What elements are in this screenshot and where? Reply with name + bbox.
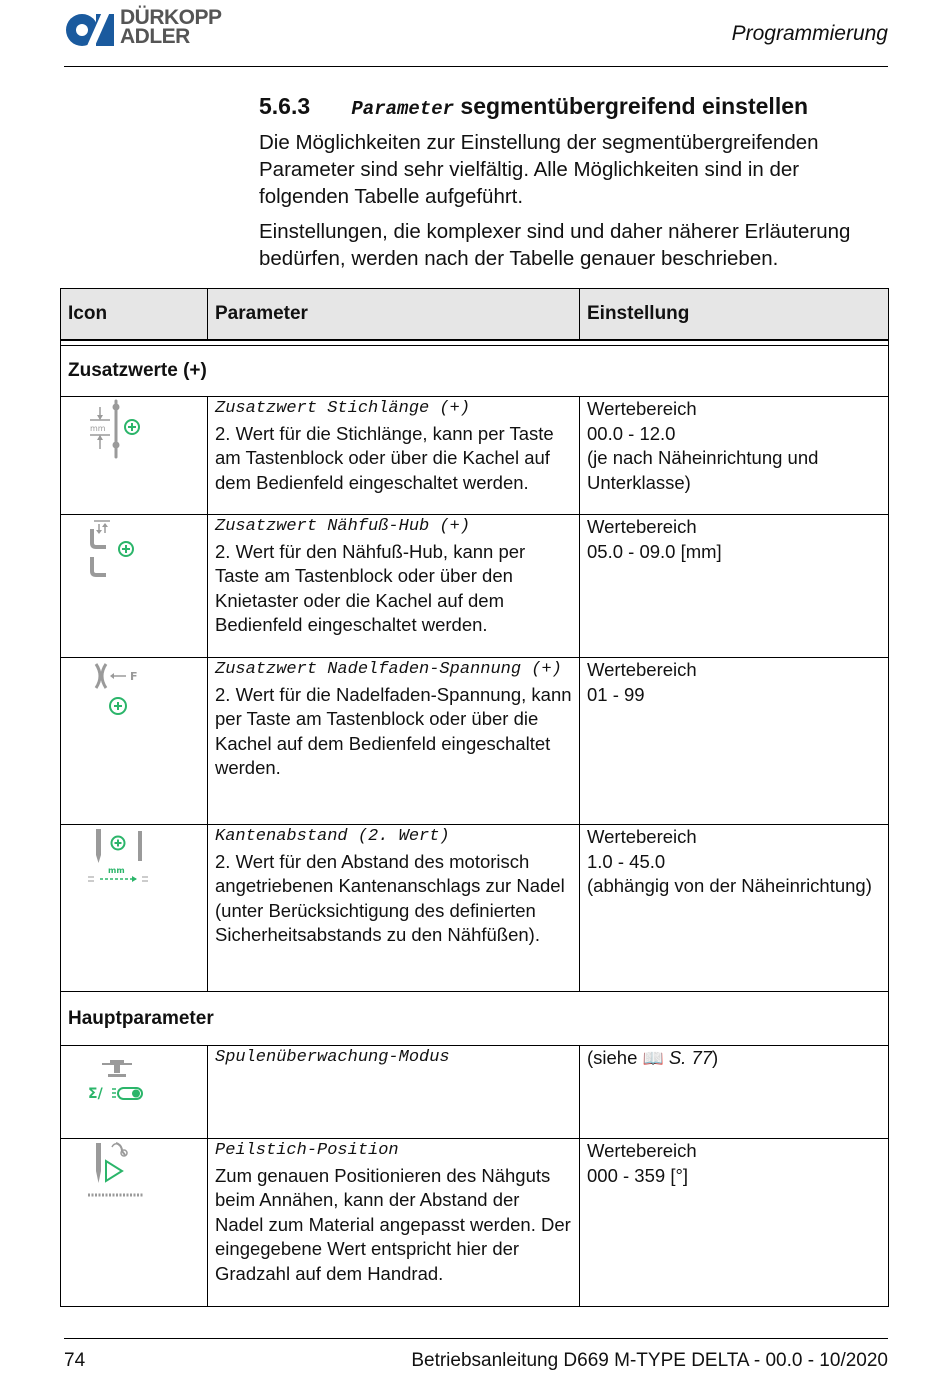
icon-cell	[61, 397, 208, 515]
parameter-description: 2. Wert für den Abstand des motorisch angetriebenen Kantenanschlags zur Nadel (unter Berücksichtigung des definierten Sicherheitsabstands zu den Nähfüßen).	[215, 850, 565, 945]
setting-range: 05.0 - 09.0 [mm]	[587, 540, 722, 562]
edge-distance-plus-icon	[86, 825, 166, 895]
brand-line-2: ADLER	[120, 25, 190, 48]
svg-text:F: F	[130, 670, 138, 683]
parameter-name: Zusatzwert Nadelfaden-Spannung (+)	[215, 660, 562, 679]
foot-lift-plus-icon	[86, 515, 166, 585]
parameter-cell	[208, 658, 580, 825]
brand-name	[120, 8, 222, 46]
parameter-description: 2. Wert für die Stichlänge, kann per Taste am Tastenblock oder über die Kachel auf dem Bedienfeld eingeschaltet werden.	[215, 422, 554, 493]
parameter-description: 2. Wert für die Nadelfaden-Spannung, kann per Taste am Tastenblock oder über die Kachel auf dem Bedienfeld eingeschaltet werden.	[215, 683, 572, 778]
setting-label: Wertebereich	[587, 516, 697, 537]
setting-label: Wertebereich	[587, 1140, 697, 1161]
parameter-name: Peilstich-Position	[215, 1141, 399, 1160]
setting-range: 00.0 - 12.0	[587, 422, 676, 444]
section-title-mono: Parameter	[351, 98, 455, 120]
page-reference-link[interactable]: S. 77	[668, 1047, 713, 1068]
group-label: Hauptparameter	[61, 992, 889, 1046]
parameter-name: Zusatzwert Nähfuß-Hub (+)	[215, 517, 471, 536]
header-setting: Einstellung	[580, 289, 889, 341]
setting-ref-prefix: (siehe	[587, 1047, 638, 1068]
icon-cell	[61, 1139, 208, 1307]
intro-paragraph-2: Einstellungen, die komplexer sind und daher näherer Erläuterung bedürfen, werden nach der Tabelle genauer beschrieben.	[259, 220, 851, 270]
svg-text:Σ/: Σ/	[88, 1086, 103, 1102]
svg-text:mm: mm	[108, 866, 125, 875]
parameter-name: Spulenüberwachung-Modus	[215, 1048, 450, 1067]
setting-range: 1.0 - 45.0	[587, 850, 666, 872]
thread-tension-plus-icon	[86, 658, 166, 728]
setting-label: Wertebereich	[587, 659, 697, 680]
table-row	[61, 825, 889, 992]
parameter-description: 2. Wert für den Nähfuß-Hub, kann per Taste am Tastenblock oder über den Knietaster oder die Kachel auf dem Bedienfeld eingeschaltet werden.	[215, 540, 526, 635]
setting-range: 01 - 99	[587, 683, 645, 705]
company-logo	[64, 8, 234, 52]
icon-cell	[61, 658, 208, 825]
setting-label: Wertebereich	[587, 398, 697, 419]
setting-ref-suffix: )	[712, 1047, 719, 1068]
setting-cell	[580, 658, 889, 825]
header-divider	[64, 66, 888, 67]
needle-position-icon	[86, 1139, 166, 1209]
parameter-cell	[208, 1046, 580, 1139]
parameter-cell	[208, 397, 580, 515]
parameter-description: Zum genauen Positionieren des Nähguts beim Annähen, kann der Abstand der Nadel zum Material angepasst werden. Der eingegebene Wert entspricht hier der Gradzahl auf dem Handrad.	[215, 1164, 571, 1284]
table-row	[61, 1139, 889, 1307]
setting-label: Wertebereich	[587, 826, 697, 847]
group-row-additional-values	[61, 346, 889, 397]
section-heading	[259, 92, 889, 123]
section-title-rest: segmentübergreifend einstellen	[460, 93, 809, 119]
chapter-title: Programmierung	[731, 22, 888, 45]
icon-cell	[61, 825, 208, 992]
intro-paragraph-1: Die Möglichkeiten zur Einstellung der segmentübergreifenden Parameter sind sehr vielfältig. Alle Möglichkeiten sind in der folgenden Tabelle aufgeführt.	[259, 131, 819, 208]
table-header-row	[61, 289, 889, 341]
setting-cell	[580, 1139, 889, 1307]
setting-cell	[580, 397, 889, 515]
document-reference: Betriebsanleitung D669 M-TYPE DELTA - 00.0 - 10/2020	[411, 1350, 888, 1371]
group-label: Zusatzwerte (+)	[61, 346, 889, 397]
setting-cell	[580, 1046, 889, 1139]
table-row	[61, 515, 889, 658]
parameter-cell	[208, 825, 580, 992]
table-row	[61, 1046, 889, 1139]
footer-divider	[64, 1338, 888, 1339]
group-row-main-parameters	[61, 992, 889, 1046]
duerkopp-adler-logo-icon	[64, 10, 116, 50]
header-icon: Icon	[61, 289, 208, 341]
header-parameter: Parameter	[208, 289, 580, 341]
svg-text:mm: mm	[90, 424, 106, 433]
setting-cell	[580, 825, 889, 992]
bobbin-monitor-icon	[86, 1046, 166, 1106]
setting-note: (je nach Näheinrichtung und Unterklasse)	[587, 447, 819, 493]
page-number: 74	[64, 1350, 86, 1371]
section-intro	[259, 92, 889, 272]
icon-cell	[61, 1046, 208, 1139]
parameter-cell	[208, 515, 580, 658]
parameter-name: Kantenabstand (2. Wert)	[215, 827, 450, 846]
parameter-table	[60, 288, 889, 1307]
stitch-length-plus-icon	[86, 397, 166, 467]
parameter-cell	[208, 1139, 580, 1307]
book-icon: 📖	[642, 1049, 664, 1068]
setting-cell	[580, 515, 889, 658]
table-row	[61, 397, 889, 515]
icon-cell	[61, 515, 208, 658]
table-row	[61, 658, 889, 825]
setting-range: 000 - 359 [°]	[587, 1164, 688, 1186]
parameter-name: Zusatzwert Stichlänge (+)	[215, 399, 471, 418]
brand-line-1: DÜRKOPP	[120, 6, 222, 29]
setting-note: (abhängig von der Näheinrichtung)	[587, 875, 872, 896]
section-number: 5.6.3	[259, 93, 311, 119]
